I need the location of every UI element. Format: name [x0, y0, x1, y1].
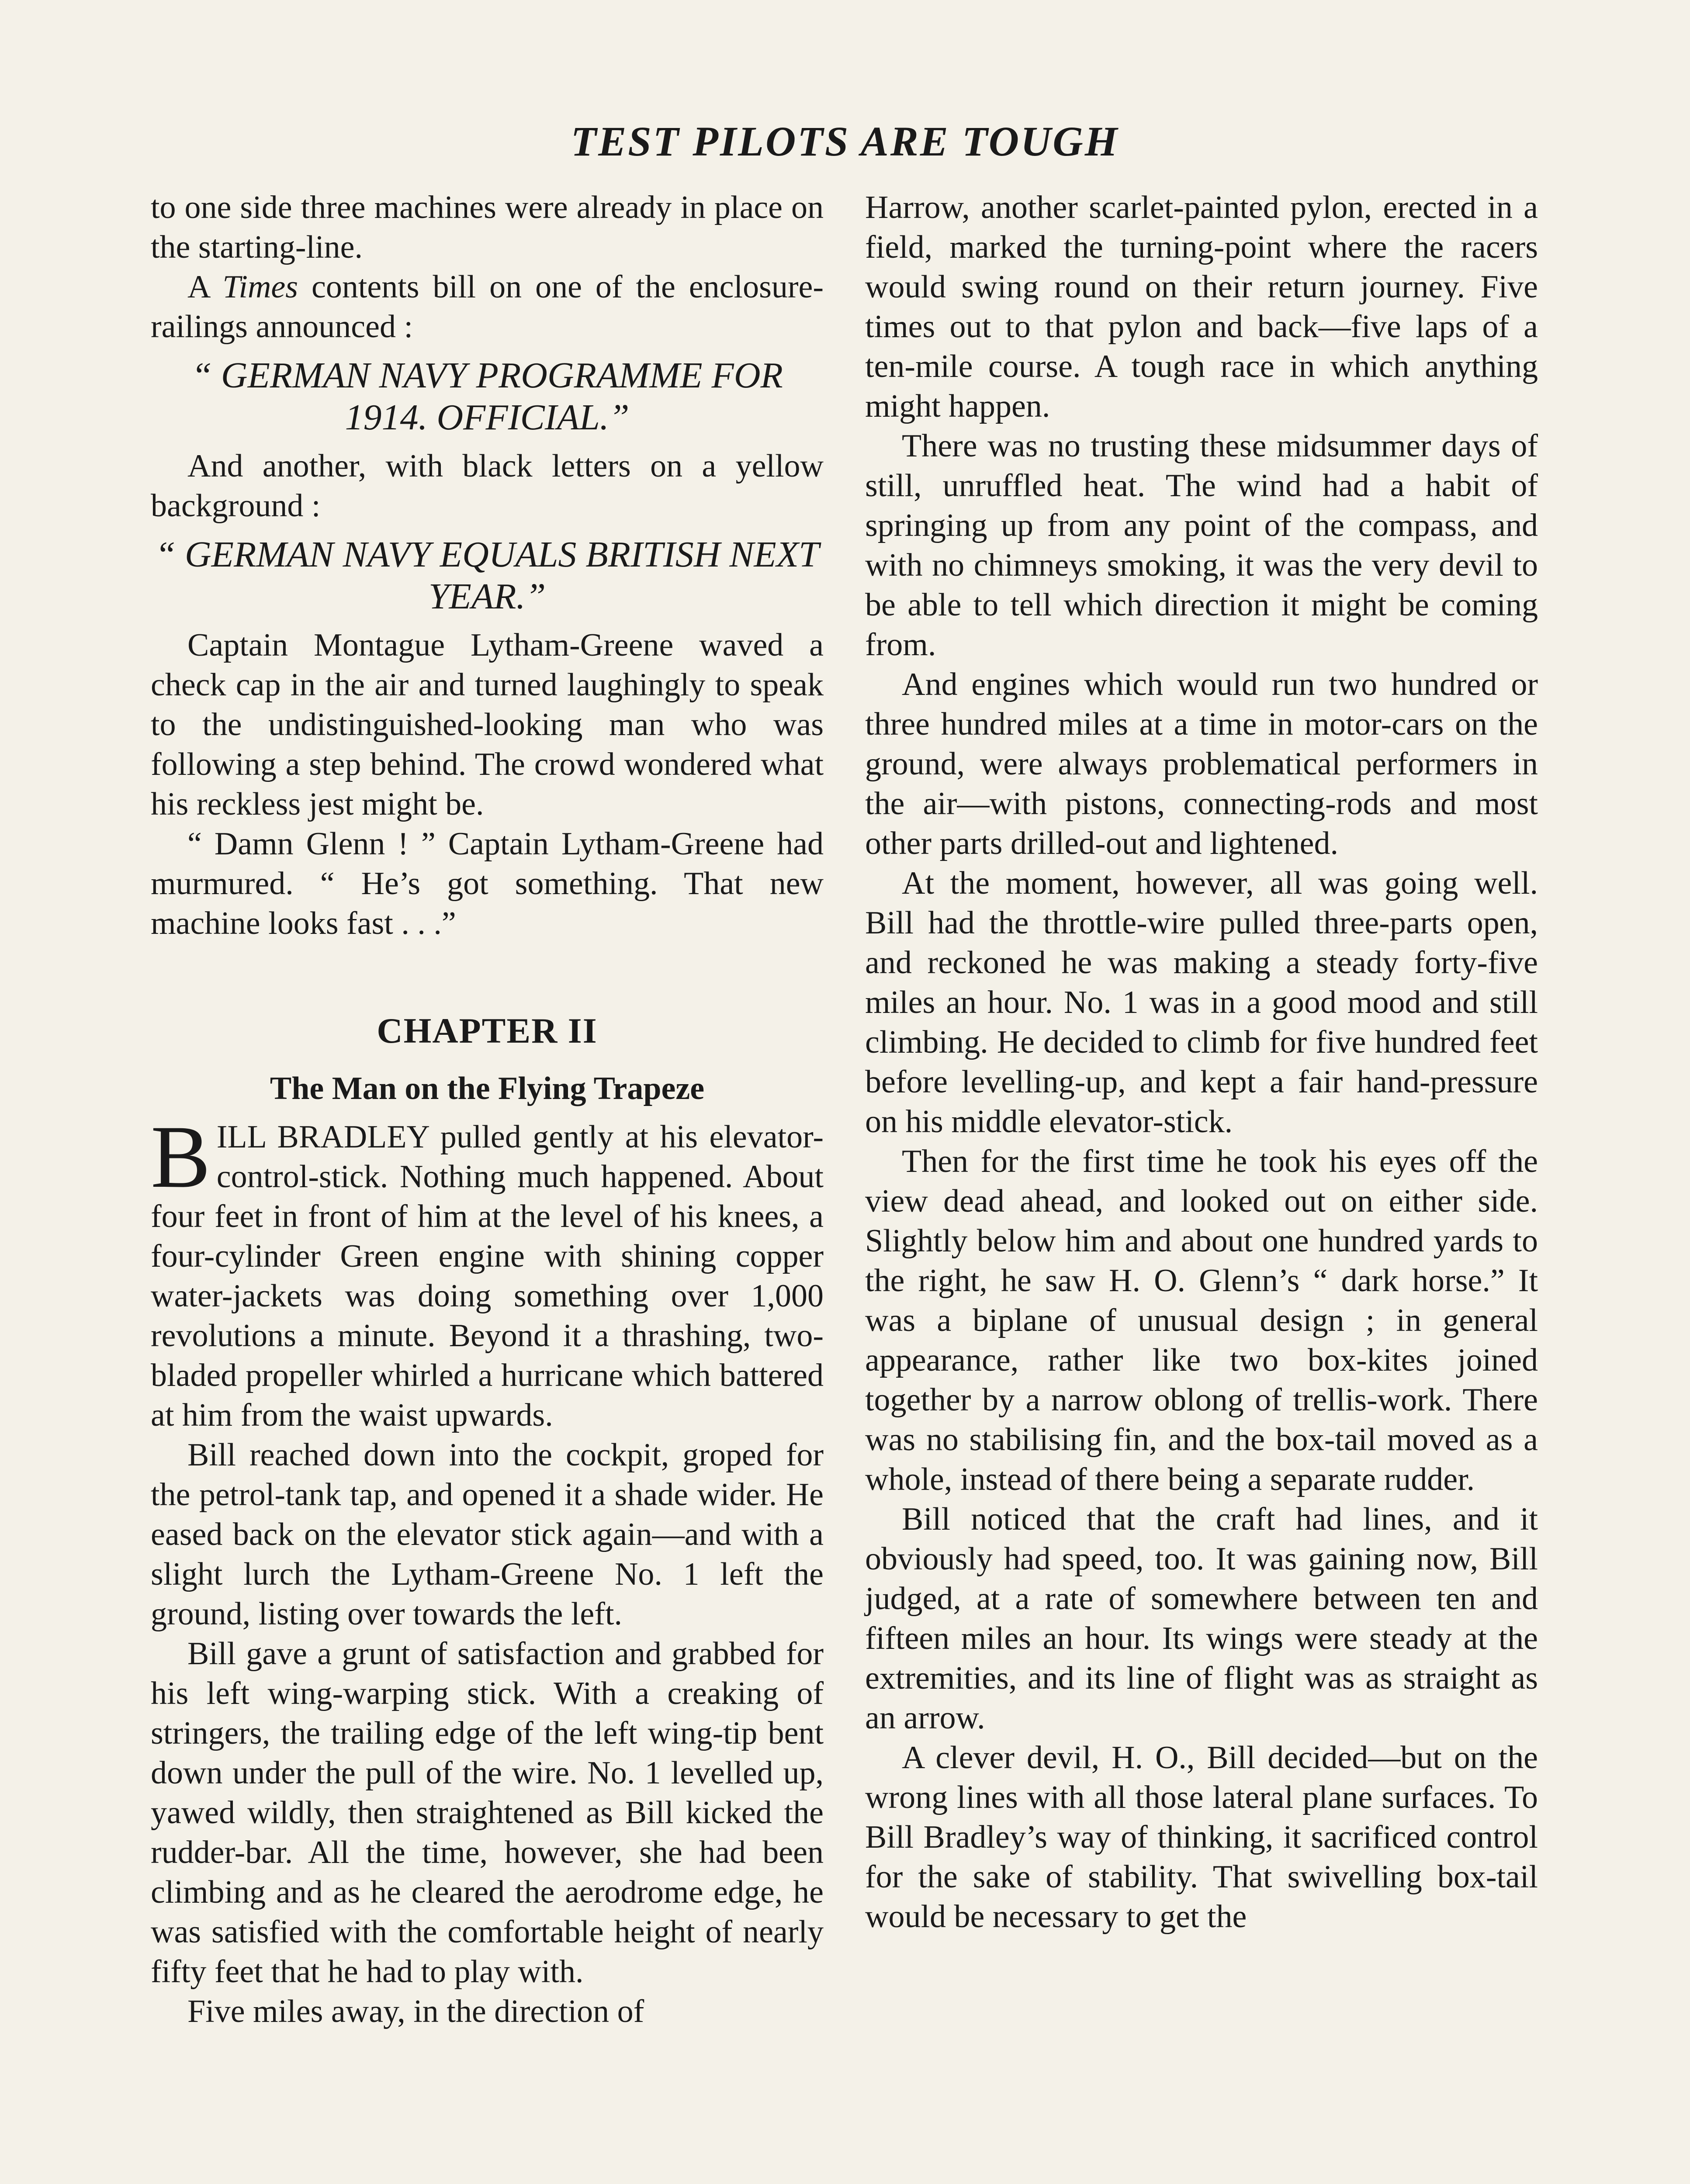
paragraph: Bill noticed that the craft had lines, and it obviously had speed, too. It was gaining now, Bill judged, at a rate of somewhere between ten and fifteen miles an hour. Its wings were steady at the extremities, and its line of flight was as straight as an arrow.	[865, 1501, 1538, 1736]
text-run: A	[187, 269, 223, 305]
chapter-title: CHAPTER II	[377, 1011, 598, 1051]
chapter-subtitle: The Man on the Flying Trapeze	[270, 1071, 705, 1106]
drop-cap: B	[151, 1107, 211, 1206]
running-head: TEST PILOTS ARE TOUGH	[571, 118, 1119, 165]
newspaper-name: Times	[222, 269, 298, 305]
paragraph: Captain Montague Lytham-Greene waved a check cap in the air and turned laughingly to speak to the undistinguished-looking man who was following a step behind. The crowd wondered what his reckless jest might be.	[151, 627, 824, 822]
paragraph: to one side three machines were already in place on the starting-line.	[151, 190, 824, 265]
paragraph: Bill reached down into the cockpit, groped for the petrol-tank tap, and opened it a shade wider. He eased back on the elevator stick again—and with a slight lurch the Lytham-Greene No. 1 left the ground, listing over towards the left.	[151, 1437, 824, 1632]
paragraph	[151, 267, 824, 347]
paragraph: A clever devil, H. O., Bill decided—but on the wrong lines with all those lateral plane surfaces. To Bill Bradley’s way of thinking, it sacrificed control for the sake of stability. That swivelling box-tail would be necessary to get the	[865, 1740, 1538, 1935]
paragraph: There was no trusting these midsummer days of still, unruffled heat. The wind had a habit of springing up from any point of the compass, and with no chimneys smoking, it was the very devil to be able to tell which direction it might be coming from.	[865, 428, 1538, 663]
newspaper-headline: “ GERMAN NAVY PROGRAMME FOR 1914. OFFICIAL.”	[191, 355, 783, 438]
paragraph: Then for the first time he took his eyes off the view dead ahead, and looked out on either side. Slightly below him and about one hundred yards to the right, he saw H. O. Glenn’s “ dark horse.” It was a biplane of unusual design ; in general appearance, rather like two box-kites joined together by a narrow oblong of trellis-work. There was no stabilising fin, and the box-tail moved as a whole, instead of there being a separate rudder.	[865, 1144, 1538, 1497]
paragraph: At the moment, however, all was going well. Bill had the throttle-wire pulled three-parts open, and reckoned he was making a steady forty-five miles an hour. No. 1 was in a good mood and still climbing. He decided to climb for five hundred feet before levelling-up, and kept a fair hand-pressure on his middle elevator-stick.	[865, 865, 1538, 1140]
paragraph: Harrow, another scarlet-painted pylon, erected in a field, marked the turning-point where the racers would swing round on their return journey. Five times out to that pylon and back—five laps of a ten-mile course. A tough race in which anything might happen.	[865, 190, 1538, 424]
text-run: ILL BRADLEY pulled gently at his elevator-control-stick. Nothing much happened. About four feet in front of him at the level of his knees, a four-cylinder Green engine with shining copper water-jackets was doing something over 1,000 revolutions a minute. Beyond it a thrashing, two-bladed propeller whirled a hurricane which battered at him from the waist upwards.	[151, 1119, 824, 1433]
left-column	[151, 188, 824, 2032]
paragraph: “ Damn Glenn ! ” Captain Lytham-Greene had murmured. “ He’s got something. That new machine looks fast . . .”	[151, 826, 824, 941]
paragraph: Five miles away, in the direction of	[187, 1994, 644, 2029]
text-run: contents bill on one of the enclosure-railings announced :	[151, 269, 824, 345]
paragraph: And engines which would run two hundred or three hundred miles at a time in motor-cars on the ground, were always problematical performers in the air—with pistons, connecting-rods and most other parts drilled-out and lightened.	[865, 667, 1538, 861]
paragraph	[151, 1107, 824, 1435]
paragraph: Bill gave a grunt of satisfaction and grabbed for his left wing-warping stick. With a creaking of stringers, the trailing edge of the left wing-tip bent down under the pull of the wire. No. 1 levelled up, yawed wildly, then straightened as Bill kicked the rudder-bar. All the time, however, she had been climbing and as he cleared the aerodrome edge, he was satisfied with the comfortable height of nearly fifty feet that he had to play with.	[151, 1636, 824, 1990]
paragraph: And another, with black letters on a yellow background :	[151, 448, 824, 524]
right-column	[865, 188, 1538, 1937]
newspaper-headline: “ GERMAN NAVY EQUALS BRITISH NEXT YEAR.”	[155, 534, 819, 617]
